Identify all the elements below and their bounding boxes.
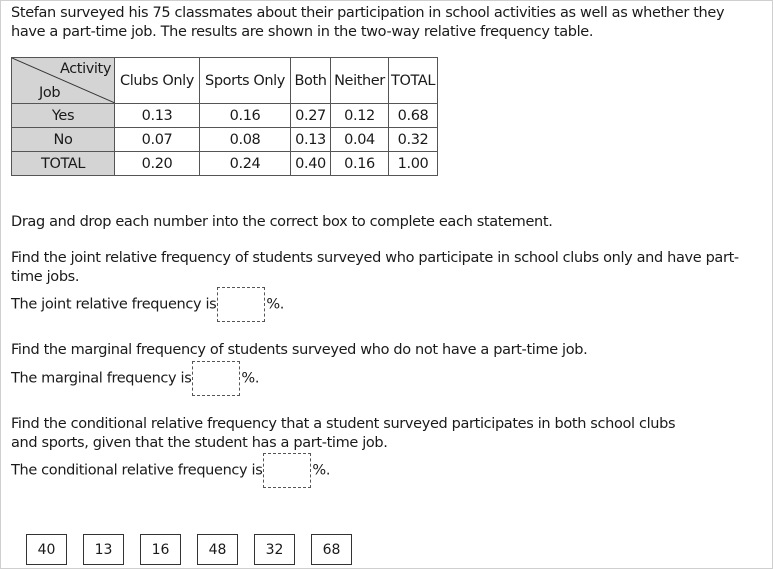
question-2-prompt: Find the marginal frequency of students surveyed who do not have a part-time job. xyxy=(11,342,588,358)
column-header: TOTAL xyxy=(389,58,438,104)
table-row xyxy=(12,128,438,152)
instructions-text: Drag and drop each number into the correct box to complete each statement. xyxy=(11,214,553,230)
answer-tile[interactable]: 32 xyxy=(254,534,295,565)
question-2-answer-line xyxy=(11,361,259,396)
row-header: No xyxy=(12,128,115,152)
table-row xyxy=(12,152,438,176)
table-cell: 0.68 xyxy=(389,104,438,128)
question-3-prompt: Find the conditional relative frequency that a student surveyed participates in both school clubs and sports, given that the student has a part-time job. xyxy=(11,416,676,451)
corner-label-job: Job xyxy=(39,85,61,101)
column-header: Neither xyxy=(331,58,389,104)
answer-suffix: %. xyxy=(266,296,285,313)
answer-tile[interactable]: 16 xyxy=(140,534,181,565)
corner-label-activity: Activity xyxy=(59,61,111,77)
frequency-table xyxy=(11,57,438,176)
drop-box-marginal-frequency[interactable] xyxy=(192,361,240,396)
answer-prefix: The joint relative frequency is xyxy=(11,296,217,313)
table-cell: 1.00 xyxy=(389,152,438,176)
table-corner-cell xyxy=(12,58,115,104)
answer-tile[interactable]: 40 xyxy=(26,534,67,565)
answer-prefix: The conditional relative frequency is xyxy=(11,462,263,479)
table-cell: 0.07 xyxy=(115,128,200,152)
table-header-row xyxy=(12,58,438,104)
table-row xyxy=(12,104,438,128)
question-1-answer-line xyxy=(11,287,284,322)
table-cell: 0.27 xyxy=(291,104,331,128)
answer-tile[interactable]: 48 xyxy=(197,534,238,565)
table-cell: 0.12 xyxy=(331,104,389,128)
answer-prefix: The marginal frequency is xyxy=(11,370,192,387)
table-cell: 0.13 xyxy=(291,128,331,152)
row-header: Yes xyxy=(12,104,115,128)
column-header: Sports Only xyxy=(200,58,291,104)
answer-tile[interactable]: 68 xyxy=(311,534,352,565)
answer-tile[interactable]: 13 xyxy=(83,534,124,565)
table-cell: 0.32 xyxy=(389,128,438,152)
column-header: Clubs Only xyxy=(115,58,200,104)
table-cell: 0.04 xyxy=(331,128,389,152)
answer-suffix: %. xyxy=(241,370,260,387)
table-cell: 0.16 xyxy=(331,152,389,176)
answer-suffix: %. xyxy=(312,462,331,479)
table-cell: 0.13 xyxy=(115,104,200,128)
question-3-answer-line xyxy=(11,453,330,488)
table-cell: 0.08 xyxy=(200,128,291,152)
table-cell: 0.40 xyxy=(291,152,331,176)
column-header: Both xyxy=(291,58,331,104)
intro-text: Stefan surveyed his 75 classmates about their participation in school activities as well as whether they have a part-time job. The results are shown in the two-way relative frequency table. xyxy=(11,5,725,40)
question-1-prompt: Find the joint relative frequency of students surveyed who participate in school clubs only and have part-time jobs. xyxy=(11,250,739,285)
table-cell: 0.24 xyxy=(200,152,291,176)
table-cell: 0.16 xyxy=(200,104,291,128)
row-header: TOTAL xyxy=(12,152,115,176)
table-cell: 0.20 xyxy=(115,152,200,176)
drop-box-joint-frequency[interactable] xyxy=(217,287,265,322)
drop-box-conditional-frequency[interactable] xyxy=(263,453,311,488)
